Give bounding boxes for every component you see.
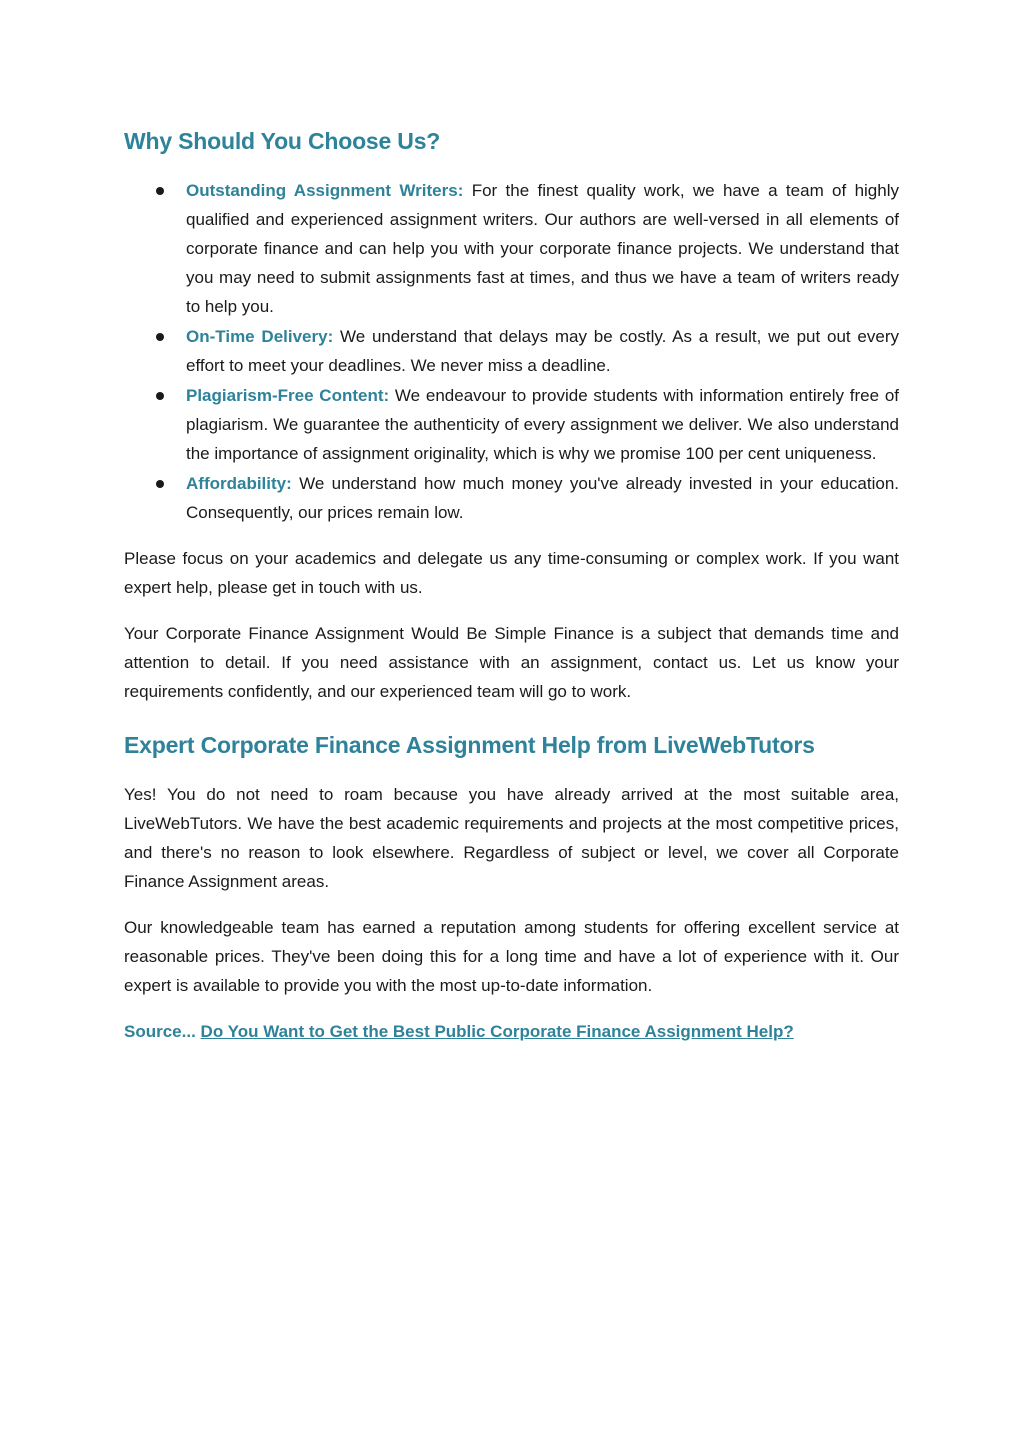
list-item-text: We endeavour to provide students with information entirely free of plagiarism. We guarantee the authenticity of every assignment we deliver. We also understand the importance of assignment originality, which is why we promise 100 per cent uniqueness. [186,386,899,463]
bullet-icon [156,392,164,400]
list-item-plagiarism [124,381,899,468]
list-item-text: We understand that delays may be costly. As a result, we put out every effort to meet your deadlines. We never miss a deadline. [186,327,899,375]
section-heading-expert-help: Expert Corporate Finance Assignment Help from LiveWebTutors [124,732,815,758]
list-item-delivery [124,322,899,380]
paragraph-simple-finance: Your Corporate Finance Assignment Would Be Simple Finance is a subject that demands time and attention to detail. If you need assistance with an assignment, contact us. Let us know your requirements confidently, and our experienced team will go to work. [124,624,899,701]
paragraph-knowledgeable-team: Our knowledgeable team has earned a reputation among students for offering excellent service at reasonable prices. They've been doing this for a long time and have a lot of experience with it. Our expert is available to provide you with the most up-to-date information. [124,918,899,995]
list-item-affordability [124,469,899,527]
bullet-icon [156,187,164,195]
list-item-lead: Affordability: [186,474,292,493]
source-line [124,1017,899,1046]
list-item-lead: On-Time Delivery: [186,327,334,346]
bullet-icon [156,480,164,488]
features-list [124,176,899,527]
paragraph-livewebtutors: Yes! You do not need to roam because you have already arrived at the most suitable area, LiveWebTutors. We have the best academic requirements and projects at the most competitive prices, and there's no reason to look elsewhere. Regardless of subject or level, we cover all Corporate Finance Assignment areas. [124,785,899,891]
paragraph-focus-academics: Please focus on your academics and delegate us any time-consuming or complex work. If you want expert help, please get in touch with us. [124,549,899,597]
list-item-lead: Plagiarism-Free Content: [186,386,390,405]
list-item-text: We understand how much money you've already invested in your education. Consequently, our prices remain low. [186,474,899,522]
section-heading-why-choose-us: Why Should You Choose Us? [124,128,441,154]
list-item-lead: Outstanding Assignment Writers: [186,181,464,200]
bullet-icon [156,333,164,341]
source-label: Source... [124,1022,196,1041]
list-item-text: For the finest quality work, we have a team of highly qualified and experienced assignment writers. Our authors are well-versed in all elements of corporate finance and can help you with your corporate finance projects. We understand that you may need to submit assignments fast at times, and thus we have a team of writers ready to help you. [186,181,899,316]
list-item-writers [124,176,899,321]
source-link[interactable]: Do You Want to Get the Best Public Corporate Finance Assignment Help? [200,1022,794,1041]
